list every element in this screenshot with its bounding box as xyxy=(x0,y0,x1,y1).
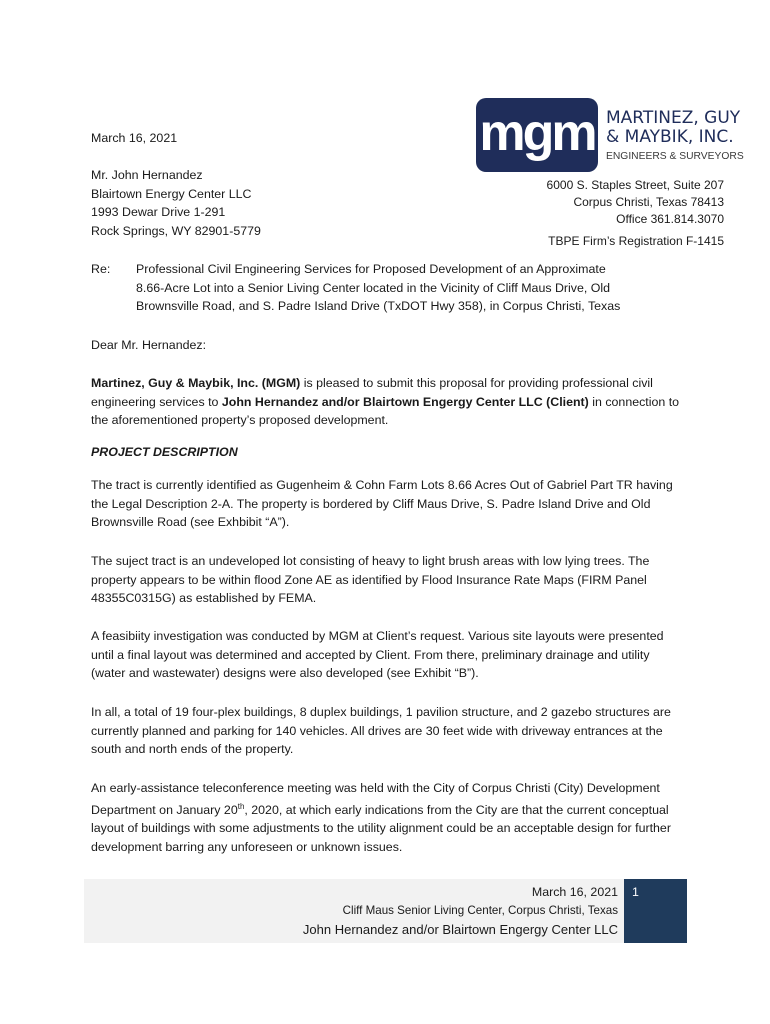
mgm-logo: mgm xyxy=(479,104,595,162)
firm-name-bold: Martinez, Guy & Maybik, Inc. (MGM) xyxy=(91,376,301,390)
footer-client: John Hernandez and/or Blairtown Engergy Center LLC xyxy=(302,922,618,937)
re-line: Brownsville Road, and S. Padre Island Drive (TxDOT Hwy 358), in Corpus Christi, Texas xyxy=(136,299,621,313)
recipient-line: Mr. John Hernandez xyxy=(91,168,203,182)
firm-tagline: ENGINEERS & SURVEYORS xyxy=(606,151,744,162)
intro-paragraph: Martinez, Guy & Maybik, Inc. (MGM) is pleased to submit this proposal for providing professional civil engineering services to John Hernandez and/or Blairtown Engergy Center LLC (Client) in connection to the aforementioned property’s proposed development. xyxy=(91,376,680,427)
firm-address-line1: 6000 S. Staples Street, Suite 207 xyxy=(546,178,724,192)
body-paragraph: The tract is currently identified as Gugenheim & Cohn Farm Lots 8.66 Acres Out of Gabriel Part TR having the Legal Description 2-A. The property is bordered by Cliff Maus Drive, S. Padre Island Drive and Old Brownsville Road (see Exhbibit “A”). xyxy=(91,478,673,529)
recipient-line: Rock Springs, WY 82901-5779 xyxy=(91,223,261,238)
re-subject xyxy=(136,260,696,316)
letter-date: March 16, 2021 xyxy=(91,131,178,145)
client-name-bold: John Hernandez and/or Blairtown Engergy Center LLC (Client) xyxy=(221,394,589,409)
page-number: 1 xyxy=(632,885,639,899)
firm-address-line2: Corpus Christi, Texas 78413 xyxy=(573,195,724,209)
body-paragraph: In all, a total of 19 four-plex buildings, 8 duplex buildings, 1 pavilion structure, and 2 gazebo structures are currently planned and parking for 140 vehicles. All drives are 30 feet wide with driveway entrances at the south and north ends of the property. xyxy=(91,705,671,756)
re-label: Re: xyxy=(91,262,111,276)
re-line: Professional Civil Engineering Services for Proposed Development of an Approximate xyxy=(136,262,606,276)
recipient-line: 1993 Dewar Drive 1-291 xyxy=(91,205,226,219)
body-paragraph: A feasibiity investigation was conducted by MGM at Client’s request. Various site layouts were presented until a final layout was determined and accepted by Client. From there, preliminary drainage and utility (water and wastewater) designs were also developed (see Exhibit “B”). xyxy=(91,629,664,680)
firm-name-line1: MARTINEZ, GUY xyxy=(606,108,741,128)
body-paragraph: An early-assistance teleconference meeting was held with the City of Corpus Christi (City) Development Department on January 20th, 2020, at which early indications from the City are that the current conceptual layout of buildings with some adjustments to the utility alignment could be an acceptable design for further development barring any unforeseen or unknown issues. xyxy=(91,781,671,854)
footer-date: March 16, 2021 xyxy=(531,885,618,899)
footer-project: Cliff Maus Senior Living Center, Corpus Christi, Texas xyxy=(342,904,618,917)
firm-office-phone: Office 361.814.3070 xyxy=(616,212,724,226)
salutation: Dear Mr. Hernandez: xyxy=(91,338,207,352)
body-paragraph: The suject tract is an undeveloped lot consisting of heavy to light brush areas with low lying trees. The property appears to be within flood Zone AE as identified by Flood Insurance Rate Maps (FIRM Panel 48355C0315G) as established by FEMA. xyxy=(91,554,650,605)
firm-name-line2: & MAYBIK, INC. xyxy=(606,127,734,147)
recipient-line: Blairtown Energy Center LLC xyxy=(91,186,252,201)
recipient-block xyxy=(91,166,261,240)
firm-registration: TBPE Firm’s Registration F-1415 xyxy=(548,234,724,248)
re-line: 8.66-Acre Lot into a Senior Living Center located in the Vicinity of Cliff Maus Drive, Old xyxy=(136,280,611,295)
section-heading: PROJECT DESCRIPTION xyxy=(91,445,238,459)
